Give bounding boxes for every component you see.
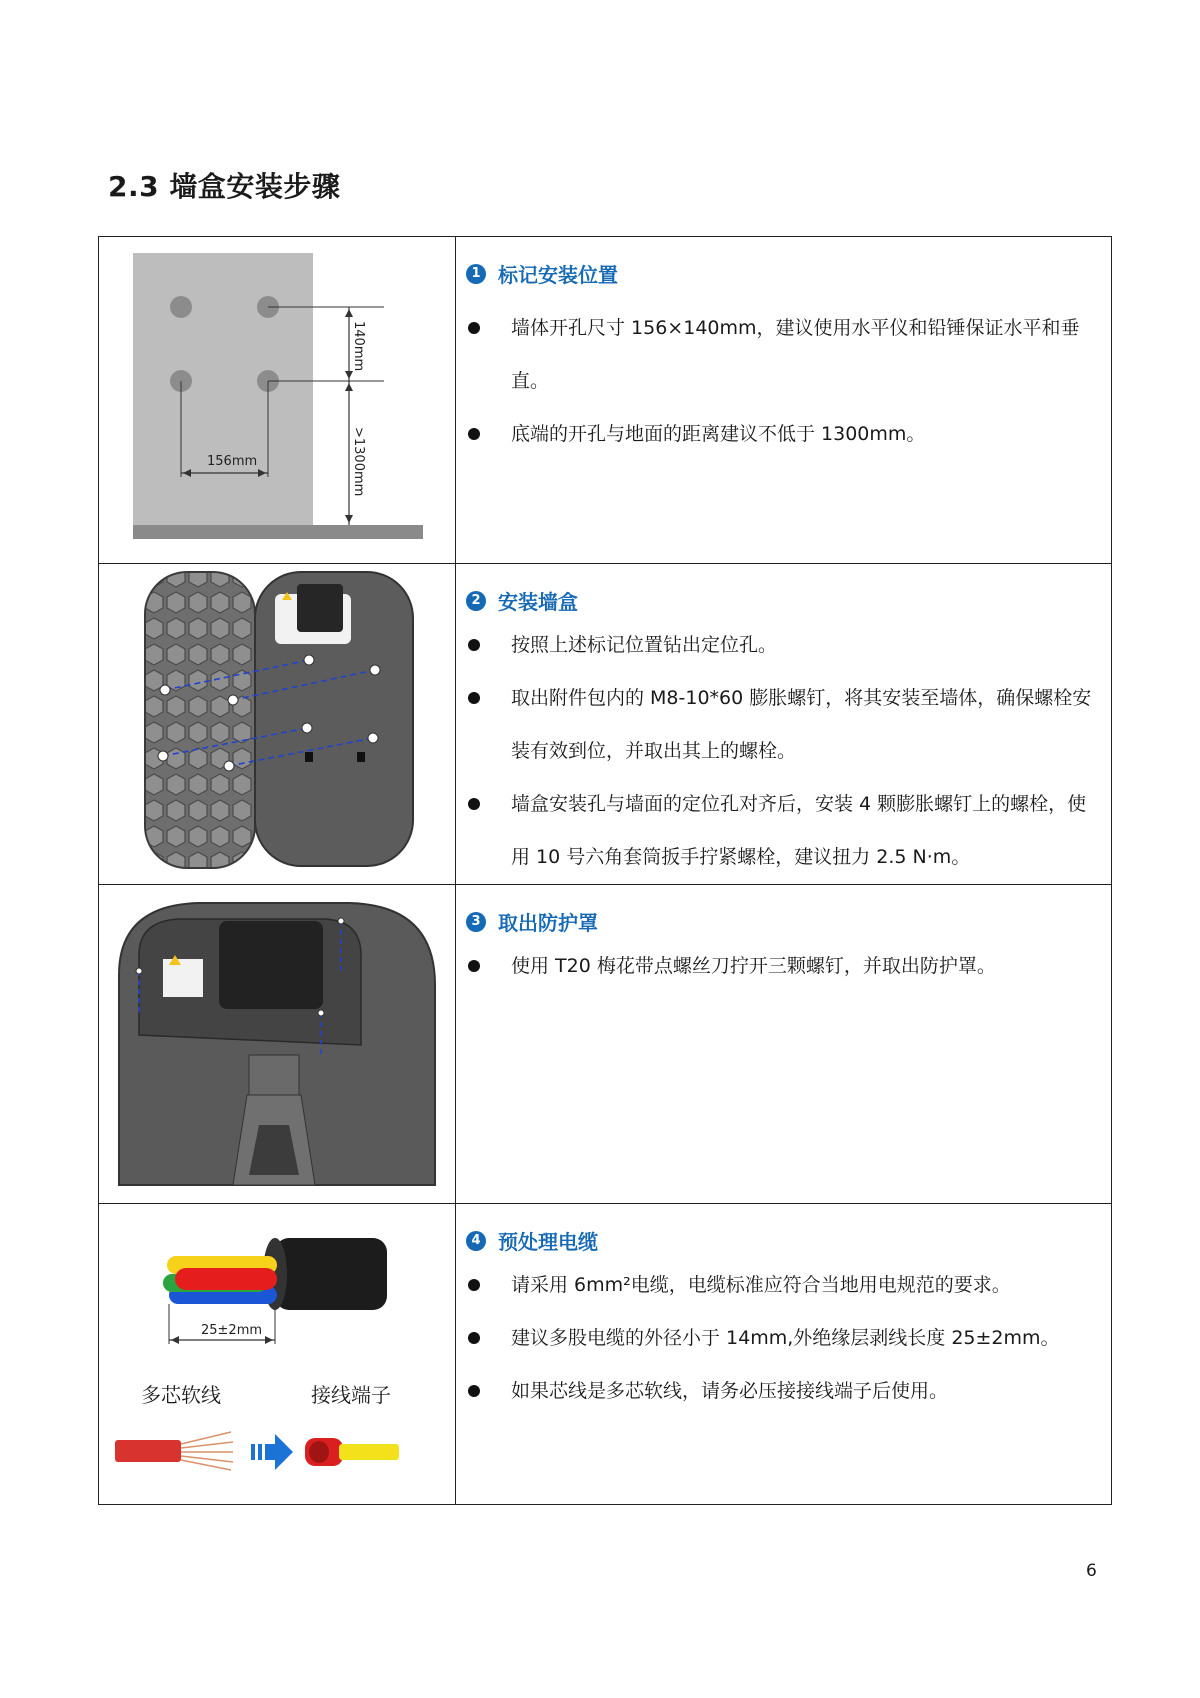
floor <box>133 525 423 539</box>
step-row-1 <box>99 237 1112 564</box>
label-stranded-wire: 多芯软线 <box>141 1383 221 1407</box>
step-1-figure <box>99 237 456 564</box>
stranded-wire-insulation <box>115 1440 181 1462</box>
dim-height-label: 140mm <box>351 321 366 372</box>
step-3-title <box>466 907 1111 936</box>
step-1-number-badge: 1 <box>466 264 486 284</box>
wall-surface <box>133 253 313 525</box>
hole-top-left <box>170 296 192 318</box>
step-4-title <box>466 1226 1111 1255</box>
step-1-bullets <box>456 302 1111 461</box>
wire-red <box>175 1268 277 1290</box>
arrow-right-icon <box>251 1434 293 1470</box>
step-2-figure <box>99 564 456 885</box>
cable-preparation-illustration <box>99 1204 455 1504</box>
step-2-title-text: 安装墙盒 <box>498 590 578 614</box>
protective-cover-illustration <box>99 885 455 1203</box>
step-row-4 <box>99 1204 1112 1505</box>
list-item: 墙体开孔尺寸 156×140mm，建议使用水平仪和铅锤保证水平和垂直。 <box>468 302 1101 408</box>
step-row-2 <box>99 564 1112 885</box>
terminal-cover <box>219 921 323 1009</box>
wall-drilling-diagram <box>99 237 455 563</box>
step-3-number-badge: 3 <box>466 912 486 932</box>
step-2-title <box>466 586 1111 615</box>
list-item: 底端的开孔与地面的距离建议不低于 1300mm。 <box>468 408 1101 461</box>
step-4-title-text: 预处理电缆 <box>498 1230 598 1254</box>
step-3-bullets <box>456 940 1111 993</box>
front-cover <box>145 572 255 868</box>
list-item: 使用 T20 梅花带点螺丝刀拧开三颗螺钉，并取出防护罩。 <box>468 940 1101 993</box>
list-item: 如果芯线是多芯软线，请务必压接接线端子后使用。 <box>468 1365 1101 1418</box>
list-item: 请采用 6mm²电缆，电缆标准应符合当地用电规范的要求。 <box>468 1259 1101 1312</box>
step-2-text <box>456 564 1112 885</box>
cable-jacket <box>275 1238 387 1310</box>
step-4-bullets <box>456 1259 1111 1418</box>
step-4-figure <box>99 1204 456 1505</box>
list-item: 墙盒安装孔与墙面的定位孔对齐后，安装 4 颗膨胀螺钉上的螺栓，使用 10 号六角套筒扳手拧紧螺栓，建议扭力 2.5 N·m。 <box>468 778 1101 884</box>
step-3-figure <box>99 885 456 1204</box>
wall-box-open-illustration <box>99 564 455 882</box>
dim-ground-label: >1300mm <box>351 427 366 497</box>
label-terminal: 接线端子 <box>311 1383 391 1407</box>
step-4-text <box>456 1204 1112 1505</box>
step-1-title-text: 标记安装位置 <box>498 263 618 287</box>
step-1-text <box>456 237 1112 564</box>
list-item: 建议多股电缆的外径小于 14mm,外绝缘层剥线长度 25±2mm。 <box>468 1312 1101 1365</box>
terminal-sleeve <box>339 1444 399 1460</box>
step-1-title <box>466 259 1111 288</box>
page-number: 6 <box>1086 1561 1097 1581</box>
list-item: 按照上述标记位置钻出定位孔。 <box>468 619 1101 672</box>
step-row-3 <box>99 885 1112 1204</box>
step-3-title-text: 取出防护罩 <box>498 911 598 935</box>
dim-width-label: 156mm <box>207 454 258 469</box>
steps-table <box>98 236 1112 1505</box>
dim-strip-label: 25±2mm <box>201 1323 263 1338</box>
label-area <box>163 959 203 997</box>
section-title: 2.3 墙盒安装步骤 <box>108 170 341 203</box>
step-4-number-badge: 4 <box>466 1231 486 1251</box>
step-2-number-badge: 2 <box>466 591 486 611</box>
step-3-text <box>456 885 1112 1204</box>
step-2-bullets <box>456 619 1111 884</box>
terminal-cover <box>297 584 343 632</box>
list-item: 取出附件包内的 M8-10*60 膨胀螺钉，将其安装至墙体，确保螺栓安装有效到位，并取出其上的螺栓。 <box>468 672 1101 778</box>
